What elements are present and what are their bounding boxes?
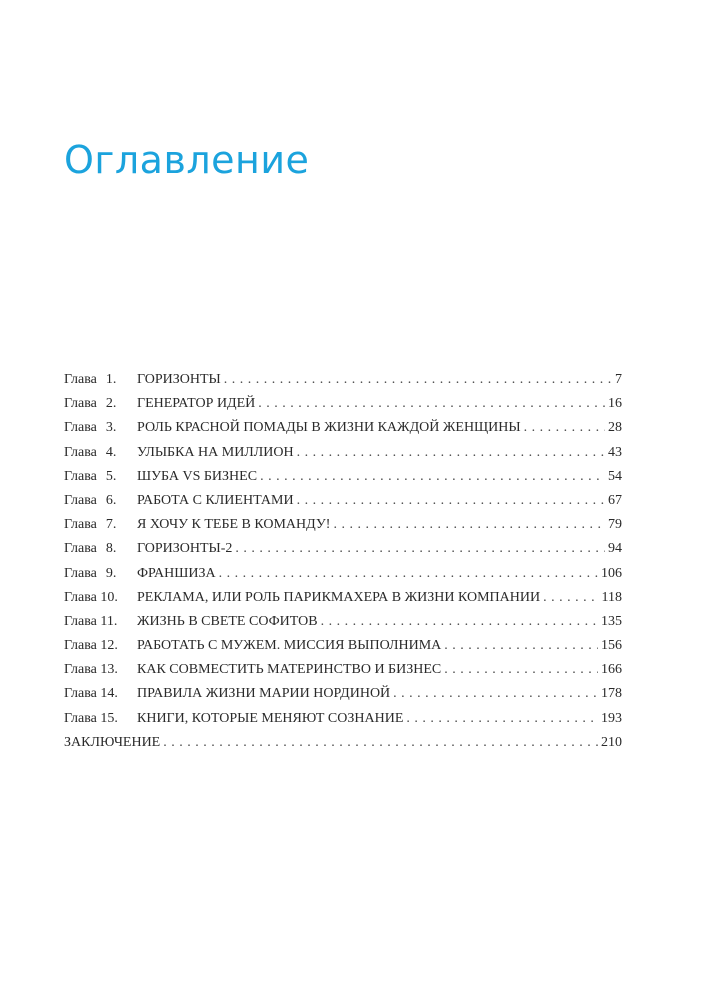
chapter-title: КАК СОВМЕСТИТЬ МАТЕРИНСТВО И БИЗНЕС (137, 662, 442, 678)
chapter-label (64, 541, 137, 557)
chapter-title: УЛЫБКА НА МИЛЛИОН (137, 444, 294, 460)
dot-leader (224, 372, 612, 388)
chapter-word: Глава (64, 638, 97, 654)
chapter-title: ПРАВИЛА ЖИЗНИ МАРИИ НОРДИНОЙ (137, 686, 391, 702)
page-number: 28 (608, 420, 622, 436)
chapter-title: РАБОТА С КЛИЕНТАМИ (137, 492, 294, 508)
dot-leader (260, 469, 605, 485)
page-number: 67 (608, 492, 622, 508)
page-number: 193 (601, 710, 622, 726)
toc-entry[interactable] (64, 493, 622, 517)
chapter-number: 6. (105, 492, 117, 508)
dot-leader (393, 686, 598, 702)
dot-leader (321, 614, 598, 630)
toc-entry[interactable] (64, 590, 622, 614)
dot-leader (219, 566, 598, 582)
chapter-title: ГОРИЗОНТЫ (137, 372, 221, 387)
chapter-label (64, 614, 137, 630)
chapter-title: РЕКЛАМА, ИЛИ РОЛЬ ПАРИКМАХЕРА В ЖИЗНИ КОМПАНИИ (137, 589, 541, 605)
toc-entry[interactable] (64, 517, 622, 541)
chapter-word: Глава (64, 492, 97, 508)
chapter-label (64, 686, 137, 702)
page-number: 135 (601, 613, 622, 629)
dot-leader (258, 396, 605, 412)
chapter-word: Глава (64, 420, 97, 436)
table-of-contents (64, 372, 622, 759)
chapter-label (64, 517, 137, 533)
chapter-word: Глава (64, 517, 97, 533)
chapter-number: 10. (100, 589, 118, 605)
chapter-number: 13. (100, 662, 118, 678)
chapter-title: ШУБА VS БИЗНЕС (137, 468, 258, 484)
chapter-number: 12. (100, 638, 118, 654)
dot-leader (163, 735, 598, 751)
page-number: 210 (601, 734, 622, 750)
toc-entry[interactable] (64, 662, 622, 686)
toc-entry[interactable] (64, 614, 622, 638)
chapter-number: 4. (105, 444, 117, 460)
toc-entry[interactable] (64, 686, 622, 710)
chapter-label (64, 662, 137, 678)
chapter-title: ГЕНЕРАТОР ИДЕЙ (137, 396, 256, 412)
page-number: 54 (608, 468, 622, 484)
page-number: 156 (601, 638, 622, 654)
page-number: 106 (601, 565, 622, 581)
chapter-label (64, 711, 137, 727)
chapter-label (64, 638, 137, 654)
chapter-title: ГОРИЗОНТЫ-2 (137, 541, 233, 557)
chapter-number: 3. (105, 420, 117, 436)
toc-entry[interactable] (64, 566, 622, 590)
dot-leader (444, 638, 598, 654)
page-number: 7 (615, 372, 622, 387)
chapter-label (64, 396, 137, 412)
chapter-label (64, 469, 137, 485)
chapter-word: Глава (64, 686, 97, 702)
chapter-number: 8. (105, 541, 117, 557)
toc-entry[interactable] (64, 711, 622, 735)
dot-leader (406, 711, 598, 727)
toc-entry[interactable] (64, 541, 622, 565)
toc-entry[interactable] (64, 420, 622, 444)
chapter-title: ЖИЗНЬ В СВЕТЕ СОФИТОВ (137, 613, 318, 629)
dot-leader (543, 590, 598, 606)
chapter-word: Глава (64, 589, 97, 605)
chapter-title: РОЛЬ КРАСНОЙ ПОМАДЫ В ЖИЗНИ КАЖДОЙ ЖЕНЩИНЫ (137, 420, 521, 436)
chapter-word: Глава (64, 468, 97, 484)
dot-leader (444, 662, 598, 678)
toc-entry[interactable] (64, 469, 622, 493)
dot-leader (524, 420, 605, 436)
chapter-label (64, 590, 137, 606)
chapter-number: 14. (100, 686, 118, 702)
page-number: 79 (608, 517, 622, 533)
chapter-word: Глава (64, 662, 97, 678)
chapter-label (64, 445, 137, 461)
chapter-title: РАБОТАТЬ С МУЖЕМ. МИССИЯ ВЫПОЛНИМА (137, 638, 442, 654)
chapter-label (64, 372, 137, 388)
page-number: 118 (601, 589, 622, 605)
chapter-word: Глава (64, 710, 97, 726)
conclusion-title: ЗАКЛЮЧЕНИЕ (64, 734, 161, 750)
chapter-word: Глава (64, 541, 97, 557)
chapter-number: 7. (105, 517, 117, 533)
chapter-word: Глава (64, 372, 97, 387)
page-number: 16 (608, 396, 622, 412)
chapter-title: КНИГИ, КОТОРЫЕ МЕНЯЮТ СОЗНАНИЕ (137, 710, 404, 726)
chapter-label (64, 420, 137, 436)
chapter-number: 5. (105, 468, 117, 484)
toc-entry[interactable] (64, 372, 622, 396)
toc-entry[interactable] (64, 638, 622, 662)
page-title: Оглавление (64, 138, 310, 182)
dot-leader (235, 541, 605, 557)
toc-entry[interactable] (64, 445, 622, 469)
dot-leader (297, 493, 605, 509)
page-number: 178 (601, 686, 622, 702)
chapter-word: Глава (64, 396, 97, 412)
page-number: 94 (608, 541, 622, 557)
toc-entry[interactable] (64, 396, 622, 420)
page-number: 166 (601, 662, 622, 678)
dot-leader (333, 517, 605, 533)
chapter-title: ФРАНШИЗА (137, 565, 216, 581)
dot-leader (297, 445, 605, 461)
chapter-number: 15. (100, 710, 118, 726)
chapter-label (64, 493, 137, 509)
chapter-word: Глава (64, 444, 97, 460)
chapter-word: Глава (64, 565, 97, 581)
page-number: 43 (608, 444, 622, 460)
chapter-number: 2. (105, 396, 117, 412)
chapter-number: 1. (105, 372, 117, 387)
chapter-word: Глава (64, 613, 97, 629)
chapter-label (64, 566, 137, 582)
chapter-title: Я ХОЧУ К ТЕБЕ В КОМАНДУ! (137, 517, 331, 533)
chapter-number: 11. (100, 613, 118, 629)
toc-entry-conclusion[interactable] (64, 735, 622, 759)
chapter-number: 9. (105, 565, 117, 581)
